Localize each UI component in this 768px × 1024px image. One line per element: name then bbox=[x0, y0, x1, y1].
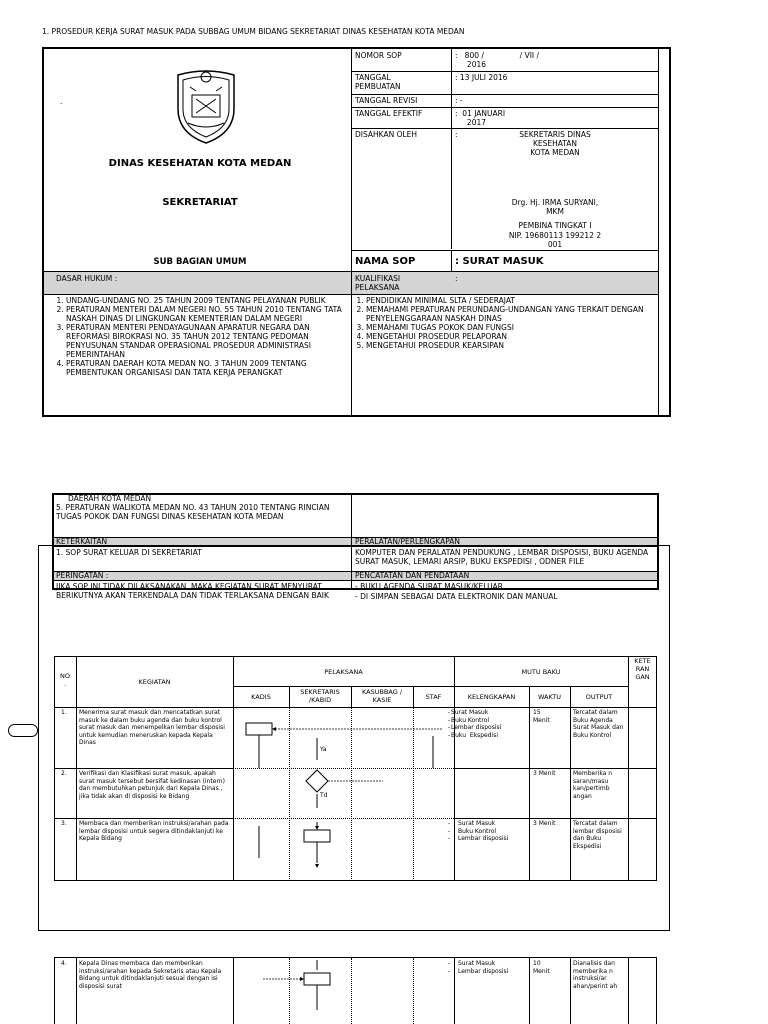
dot-marker: . bbox=[60, 97, 63, 106]
row-waktu: 15 Menit bbox=[533, 709, 550, 724]
tanggal-efektif-label: TANGGAL EFEKTIF bbox=[355, 109, 423, 118]
start-terminator-shape bbox=[8, 724, 38, 737]
nama-sop-label: NAMA SOP bbox=[355, 256, 416, 267]
row-output: Tercatat dalam Buku Agenda Surat Masuk dan Buku Kontrol bbox=[573, 709, 624, 739]
list-item: 4. MENGETAHUI PROSEDUR PELAPORAN bbox=[366, 332, 666, 341]
dasar-hukum-item5: 5. PERATURAN WALIKOTA MEDAN NO. 43 TAHUN 2010 TENTANG RINCIAN TUGAS POKOK DAN FUNGSI DINAS KESEHATAN KOTA MEDAN bbox=[56, 503, 330, 521]
sub-kadis-header: KADIS bbox=[251, 693, 271, 701]
flow-label-no: Td bbox=[320, 792, 328, 799]
kualifikasi-colon: : bbox=[455, 274, 458, 283]
sub-unit-name: SUB BAGIAN UMUM bbox=[153, 257, 247, 267]
col-mutu-header: MUTU BAKU bbox=[521, 668, 561, 676]
pencatatan-label: PENCATATAN DAN PENDATAAN bbox=[355, 571, 470, 580]
pencatatan-item: - DI SIMPAN SEBAGAI DATA ELEKTRONIK DAN MANUAL bbox=[355, 592, 558, 601]
signer-nip: NIP. 19680113 199212 2 001 bbox=[508, 231, 602, 249]
peralatan-value: KOMPUTER DAN PERALATAN PENDUKUNG , LEMBAR DISPOSISI, BUKU AGENDA SURAT MASUK, LEMARI ARSIP, BUKU EKSPEDISI , ODNER FILE bbox=[355, 548, 649, 566]
row-output: Tercatat dalam lembar disposisi dan Buku Ekspedisi bbox=[573, 820, 622, 850]
list-item: 3. MEMAHAMI TUGAS POKOK DAN FUNGSI bbox=[366, 323, 666, 332]
row-kelengkapan: Surat Masuk Buku Kontrol Lembar disposisi Buku Ekspedisi bbox=[451, 709, 502, 739]
sub-staf-header: STAF bbox=[425, 693, 442, 701]
org-name: DINAS KESEHATAN KOTA MEDAN bbox=[108, 158, 292, 169]
kualifikasi-list bbox=[356, 296, 666, 350]
row-kelengkapan: Surat Masuk Buku Kontrol Lembar disposisi bbox=[458, 820, 509, 842]
page-heading: 1. PROSEDUR KERJA SURAT MASUK PADA SUBBAG UMUM BIDANG SEKRETARIAT DINAS KESEHATAN KOTA MEDAN bbox=[42, 27, 465, 36]
row-waktu: 3 Menit bbox=[533, 770, 556, 777]
disahkan-title: SEKRETARIS DINAS KESEHATAN KOTA MEDAN bbox=[519, 130, 591, 157]
nama-sop-value: : SURAT MASUK bbox=[455, 256, 544, 267]
list-item: 2. PERATURAN MENTERI DALAM NEGERI NO. 55 TAHUN 2010 TENTANG TATA NASKAH DINAS DI LINGKUNGAN KEMENTERIAN DALAM NEGERI bbox=[66, 305, 356, 323]
flowchart-diagram bbox=[233, 958, 454, 1024]
peringatan-label: PERINGATAN : bbox=[56, 571, 109, 580]
row-kegiatan: Verifikasi dan Klasifikasi surat masuk, apakah surat masuk tersebut bersifat kedinasan (intern) dan membutuhkan petunjuk dari Kepala Dinas , jika tidak akan di disposisi ke Bidang bbox=[79, 770, 225, 800]
list-item: 1. PENDIDIKAN MINIMAL SLTA / SEDERAJAT bbox=[366, 296, 666, 305]
sub-output-header: OUTPUT bbox=[585, 693, 613, 701]
flowchart-diagram bbox=[233, 708, 454, 881]
keterkaitan-label: KETERKAITAN bbox=[56, 537, 108, 546]
kualifikasi-label: KUALIFIKASI PELAKSANA bbox=[355, 274, 401, 292]
unit-name: SEKRETARIAT bbox=[162, 197, 238, 208]
col-keterangan-header: KETE RAN GAN bbox=[634, 657, 651, 681]
bullet-dash-list: - - bbox=[448, 960, 451, 975]
keterkaitan-value: 1. SOP SURAT KELUAR DI SEKRETARIAT bbox=[56, 548, 202, 557]
tanggal-pembuatan-value: : 13 JULI 2016 bbox=[455, 73, 508, 82]
sub-sekretaris-header: SEKRETARIS /KABID bbox=[300, 688, 340, 704]
disahkan-label: DISAHKAN OLEH bbox=[355, 130, 418, 139]
row-kelengkapan: Surat Masuk Lembar disposisi bbox=[458, 960, 509, 975]
row-output: Memberika n saran/masu kan/pertimb angan bbox=[573, 770, 613, 800]
peralatan-label: PERALATAN/PERLENGKAPAN bbox=[355, 537, 460, 546]
row-output: Dianalisis dan memberika n instruksi/ar ahan/perint ah bbox=[573, 960, 618, 990]
list-item: 4. PERATURAN DAERAH KOTA MEDAN NO. 3 TAHUN 2009 TENTANG PEMBENTUKAN ORGANISASI DAN TATA KERJA PERANGKAT bbox=[66, 359, 356, 377]
list-item: 5. MENGETAHUI PROSEDUR KEARSIPAN bbox=[366, 341, 666, 350]
col-kegiatan-header: KEGIATAN bbox=[138, 678, 171, 686]
flow-label-yes: Ya bbox=[320, 746, 327, 753]
list-item: 1. UNDANG-UNDANG NO. 25 TAHUN 2009 TENTANG PELAYANAN PUBLIK bbox=[66, 296, 356, 305]
dasar-hukum-continued: DAERAH KOTA MEDAN bbox=[68, 494, 152, 503]
pencatatan-item: - BUKU AGENDA SURAT MASUK/KELUAR bbox=[355, 582, 503, 591]
tanggal-efektif-value: : 01 JANUARI 2017 bbox=[455, 109, 506, 127]
row-no: 4. bbox=[61, 960, 67, 967]
signer-name: Drg. Hj. IRMA SURYANI, MKM bbox=[511, 198, 599, 216]
sub-kasubbag-header: KASUBBAG / KASIE bbox=[361, 688, 403, 704]
medan-seal-logo bbox=[170, 65, 242, 147]
list-item: 2. MEMAHAMI PERATURAN PERUNDANG-UNDANGAN YANG TERKAIT DENGAN PENYELENGGARAAN NASKAH DINAS bbox=[366, 305, 666, 323]
tanggal-revisi-label: TANGGAL REVISI bbox=[355, 96, 418, 105]
tanggal-revisi-value: : - bbox=[455, 96, 463, 105]
col-pelaksana-header: PELAKSANA bbox=[324, 668, 363, 676]
bullet-dash-list: - - - - bbox=[448, 709, 451, 739]
disahkan-colon: : bbox=[455, 130, 458, 139]
list-item: 3. PERATURAN MENTERI PENDAYAGUNAAN APARATUR NEGARA DAN REFORMASI BIROKRASI NO. 35 TAHUN 2012 TENTANG PEDOMAN PENYUSUNAN STANDAR OPERASIONAL PROSEDUR ADMINISTRASI PEMERINTAHAN bbox=[66, 323, 356, 359]
tanggal-pembuatan-label: TANGGAL PEMBUATAN bbox=[355, 73, 401, 91]
row-kegiatan: Menerima surat masuk dan mencatatkan surat masuk ke dalam buku agenda dan buku kontrol surat masuk dan menempelkan lembar disposisi untuk kemudian meneruskan kepada Kepala Dinas bbox=[79, 709, 225, 746]
nomor-sop-label: NOMOR SOP bbox=[355, 51, 402, 60]
dasar-hukum-list bbox=[56, 296, 356, 377]
col-no-header: NO . bbox=[60, 672, 70, 688]
sub-kelengkapan-header: KELENGKAPAN bbox=[467, 693, 516, 701]
peringatan-value: JIKA SOP INI TIDAK DILAKSANAKAN, MAKA KEGIATAN SURAT MENYURAT BERIKUTNYA AKAN TERKENDALA DAN TIDAK TERLAKSANA DENGAN BAIK bbox=[56, 582, 329, 600]
row-no: 2. bbox=[61, 770, 67, 777]
sub-waktu-header: WAKTU bbox=[537, 693, 561, 701]
row-kegiatan: Membaca dan memberikan instruksi/arahan pada lembar disposisi untuk segera ditindaklanjuti ke Kepala Bidang bbox=[79, 820, 229, 842]
dasar-hukum-label: DASAR HUKUM : bbox=[56, 274, 118, 283]
row-kegiatan: Kepala Dinas membaca dan memberikan instruksi/arahan kepada Sekretaris atau Kepala Bidang untuk ditindaklanjuti sesuai dengan isi disposisi surat bbox=[79, 960, 222, 990]
row-no: 3. bbox=[61, 820, 67, 827]
signer-rank: PEMBINA TINGKAT I bbox=[518, 221, 592, 230]
nomor-sop-value: : 800 / / VII / 2016 bbox=[455, 51, 540, 69]
row-waktu: 3 Menit bbox=[533, 820, 556, 827]
bullet-dash-list: - - - bbox=[448, 820, 451, 842]
row-waktu: 10 Menit bbox=[533, 960, 550, 975]
row-no: 1. bbox=[61, 709, 67, 716]
